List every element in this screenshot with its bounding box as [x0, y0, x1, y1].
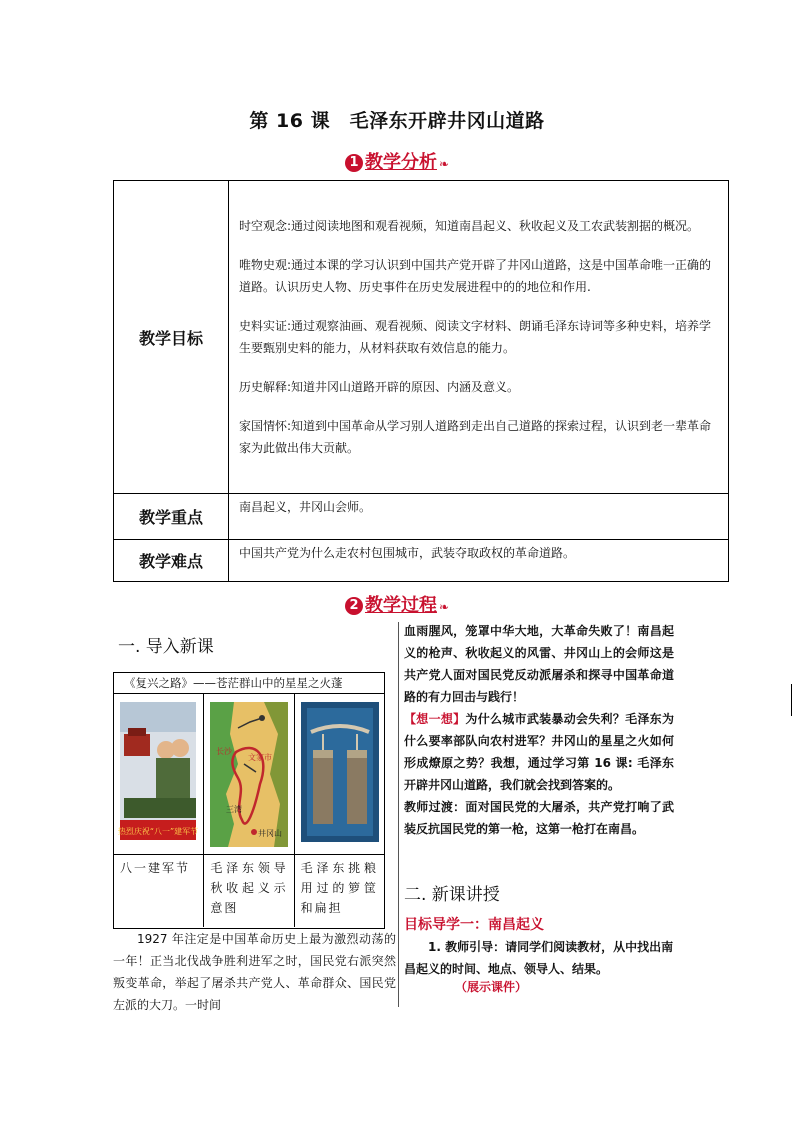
caption-army-day: 八一建军节	[114, 855, 204, 927]
keypoints-cell: 南昌起义，井冈山会师。	[229, 494, 729, 540]
intro-paragraph: 1927 年注定是中国革命历史上最为激烈动荡的一年！正当北伐战争胜利进军之时，国民党右派突然叛变革命，举起了屠杀共产党人、革命群众、国民党左派的大刀。一时间	[113, 932, 396, 1012]
objectives-table	[113, 180, 729, 582]
teacher-transition: 教师过渡：面对国民党的大屠杀，共产党打响了武装反抗国民党的第一枪，这第一枪打在南昌。	[404, 800, 674, 836]
number-badge-2: 2	[345, 597, 363, 615]
section-heading-process	[0, 591, 794, 617]
heading-intro: 一. 导入新课	[118, 637, 214, 657]
map-label-changsha: 长沙	[216, 747, 233, 756]
table-row-keypoints	[114, 494, 729, 540]
army-day-poster-image	[114, 694, 203, 854]
table-row-difficulties	[114, 540, 729, 582]
objective-spacetime: 时空观念:通过阅读地图和观看视频，知道南昌起义、秋收起义及工农武装割据的概况。	[239, 219, 700, 233]
edge-mark	[791, 684, 792, 716]
caption-baskets: 毛泽东挑粮用过的箩筐和扁担	[300, 861, 378, 915]
image-cell-baskets	[295, 694, 384, 854]
leaf-ornament-icon: ❧	[438, 157, 450, 171]
lead-paragraph: 血雨腥风，笼罩中华大地，大革命失败了！南昌起义的枪声、秋收起义的风雷、井冈山上的会师这是共产党人面对国民党反动派屠杀和探寻中国革命道路的有力回击与践行！	[404, 624, 674, 704]
figure-captions	[114, 855, 384, 927]
map-label-jinggangshan: 井冈山	[258, 829, 283, 838]
map-label-sanwan: 三湾	[226, 805, 243, 814]
right-column-text	[404, 620, 674, 840]
think-paragraph	[404, 708, 674, 796]
image-cell-map	[204, 694, 294, 854]
think-question-text: 为什么城市武装暴动会失利？毛泽东为什么要率部队向农村进军？井冈山的星星之火如何形成燎原之势？我想，通过学习第 16 课: 毛泽东开辟井冈山道路，我们就会找到答案的。	[404, 712, 674, 792]
autumn-uprising-map-image	[204, 694, 293, 854]
map-label-wenjiashi: 文家市	[248, 753, 273, 762]
row-header-difficulties: 教学难点	[114, 540, 229, 582]
heading-new-lesson: 二. 新课讲授	[404, 885, 500, 905]
think-label: 【想一想】	[404, 712, 466, 726]
objective-materialism: 唯物史观:通过本课的学习认识到中国共产党开辟了井冈山道路，这是中国革命唯一正确的道路。认识历史人物、历史事件在历史发展进程中的的地位和作用.	[239, 258, 712, 294]
baskets-and-pole-image	[295, 694, 384, 854]
figure-images	[114, 694, 384, 855]
column-divider	[398, 622, 399, 1007]
objective-interpretation: 历史解释:知道井冈山道路开辟的原因、内涵及意义。	[239, 380, 520, 394]
section-heading-analysis	[0, 148, 794, 174]
poster-banner-text: 热烈庆祝“八一”建军节	[117, 827, 199, 836]
difficulties-cell: 中国共产党为什么走农村包围城市，武装夺取政权的革命道路。	[229, 540, 729, 582]
show-courseware-note: （展示课件）	[455, 980, 528, 994]
leaf-ornament-icon: ❧	[438, 600, 450, 614]
section-label-analysis: 教学分析	[364, 152, 437, 173]
table-row-objectives	[114, 181, 729, 494]
goal-heading-1: 目标导学一：南昌起义	[404, 917, 544, 933]
page-title: 第 16 课 毛泽东开辟井冈山道路	[249, 110, 545, 132]
image-cell-army-day	[114, 694, 204, 854]
section-label-process: 教学过程	[364, 595, 437, 616]
row-header-keypoints: 教学重点	[114, 494, 229, 540]
objective-patriotism: 家国情怀:知道到中国革命从学习别人道路到走出自己道路的探索过程，认识到老一辈革命家为此做出伟大贡献。	[239, 419, 712, 455]
image-figure-box	[113, 672, 385, 929]
number-badge-1: 1	[345, 154, 363, 172]
figure-caption: 《复兴之路》——苍茫群山中的星星之火蓬	[114, 673, 384, 694]
row-header-objectives: 教学目标	[114, 181, 229, 494]
caption-map: 毛泽东领导秋收起义示意图	[204, 855, 294, 927]
objectives-cell	[229, 181, 729, 494]
objective-evidence: 史料实证:通过观察油画、观看视频、阅读文字材料、朗诵毛泽东诗词等多种史料，培养学生要甄别史料的能力，从材料获取有效信息的能力。	[239, 319, 712, 355]
teacher-guide-step-1: 1. 教师引导：请同学们阅读教材，从中找出南昌起义的时间、地点、领导人、结果。	[404, 940, 674, 976]
